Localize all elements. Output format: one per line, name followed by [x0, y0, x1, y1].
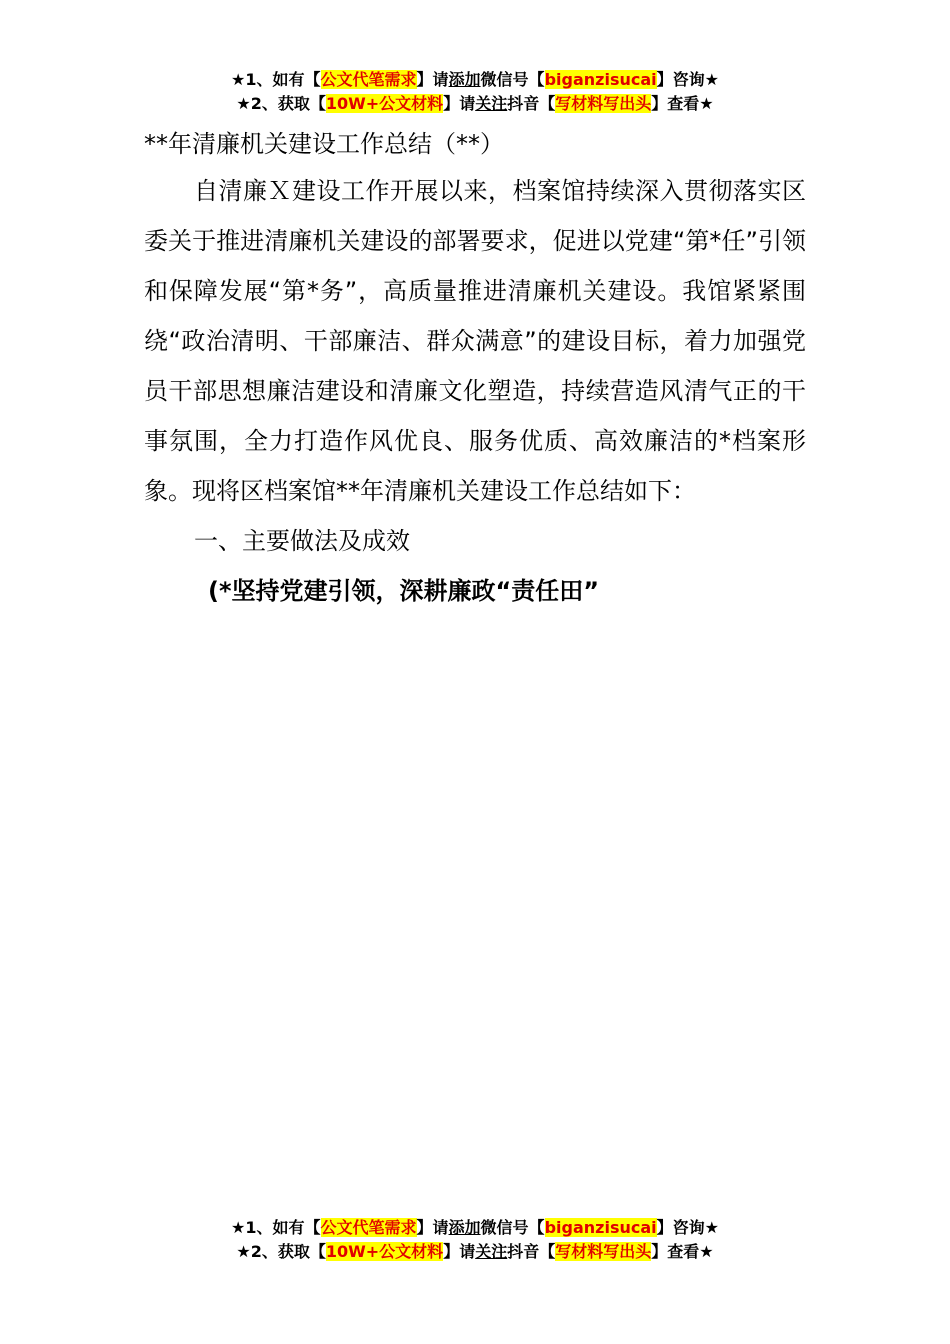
subsection-heading: (*坚持党建引领，深耕廉政“责任田” [208, 577, 600, 605]
promo-underlined: 添加 [448, 70, 481, 89]
intro-paragraph: 自清廉Ｘ建设工作开展以来，档案馆持续深入贯彻落实区委关于推进清廉机关建设的部署要求，促进以党建“第*任”引领和保障发展“第*务”，高质量推进清廉机关建设。我馆紧紧围绕“政治清明、干部廉洁、群众满意”的建设目标，着力加强党员干部思想廉洁建设和清廉文化塑造，持续营造风清气正的干事氛围，全力打造作风优良、服务优质、高效廉洁的*档案形象。现将区档案馆**年清廉机关建设工作总结如下： [144, 177, 806, 505]
promo-highlight: 10W+公文材料 [325, 94, 444, 113]
promo-line-1 [0, 68, 950, 92]
promo-highlight-wechat-id: biganzisucai [544, 70, 657, 89]
promo-banner-top [0, 68, 950, 116]
promo-underlined: 添加 [448, 1218, 481, 1237]
promo-text: 】查看★ [651, 94, 714, 113]
promo-text: 】咨询★ [656, 1218, 719, 1237]
promo-highlight: 公文代笔需求 [320, 70, 417, 89]
promo-line-1 [0, 1216, 950, 1240]
promo-line-2 [0, 1240, 950, 1264]
promo-underlined: 关注 [475, 94, 508, 113]
promo-text: ★1、如有【 [231, 70, 321, 89]
promo-text: ★2、获取【 [236, 94, 326, 113]
promo-text: 】请 [443, 1242, 476, 1261]
promo-underlined: 关注 [475, 1242, 508, 1261]
promo-text: 】请 [416, 70, 449, 89]
promo-highlight-wechat-id: biganzisucai [544, 1218, 657, 1237]
promo-highlight: 10W+公文材料 [325, 1242, 444, 1261]
promo-text: 微信号【 [480, 70, 545, 89]
promo-text: 】请 [443, 94, 476, 113]
promo-text: 抖音【 [507, 94, 556, 113]
promo-highlight: 公文代笔需求 [320, 1218, 417, 1237]
section-heading: 一、主要做法及成效 [194, 527, 410, 555]
promo-text: ★1、如有【 [231, 1218, 321, 1237]
promo-highlight-douyin: 写材料写出头 [555, 94, 652, 113]
promo-banner-bottom [0, 1216, 950, 1264]
promo-text: 】请 [416, 1218, 449, 1237]
promo-text: ★2、获取【 [236, 1242, 326, 1261]
promo-line-2 [0, 92, 950, 116]
promo-text: 】咨询★ [656, 70, 719, 89]
document-body [144, 122, 806, 616]
promo-highlight-douyin: 写材料写出头 [555, 1242, 652, 1261]
promo-text: 抖音【 [507, 1242, 556, 1261]
document-title: **年清廉机关建设工作总结（**） [144, 130, 504, 158]
promo-text: 】查看★ [651, 1242, 714, 1261]
promo-text: 微信号【 [480, 1218, 545, 1237]
